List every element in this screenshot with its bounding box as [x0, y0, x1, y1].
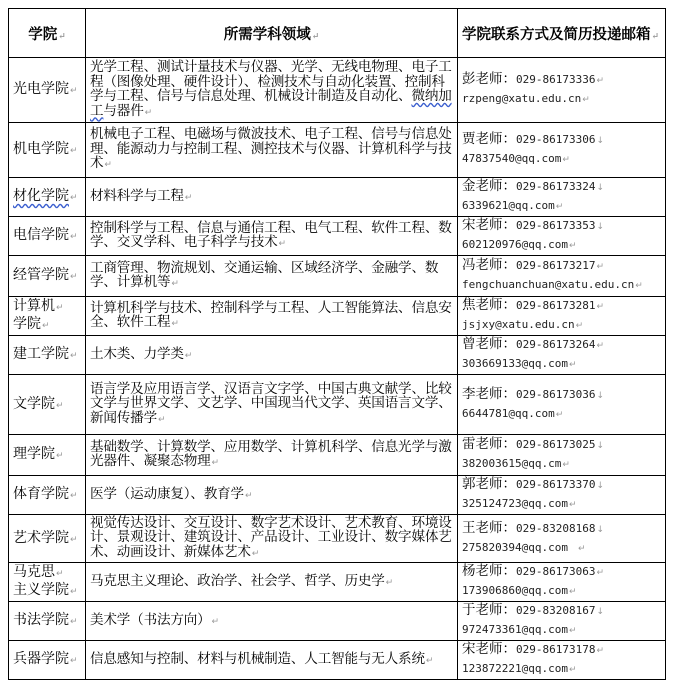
college-name: 理学院↵ — [9, 435, 86, 476]
college-name: 机电学院↵ — [9, 123, 86, 178]
table-row — [9, 297, 666, 336]
required-fields: 材料科学与工程↵ — [86, 178, 458, 217]
email-address: 47837540@qq.com — [462, 152, 562, 165]
email-address: 275820394@qq.com — [462, 540, 568, 554]
table-row — [9, 602, 666, 641]
required-fields: 基础数学、计算数学、应用数学、计算机科学、信息光学与激光器件、凝聚态物理↵ — [86, 435, 458, 476]
email-address: 602120976@qq.com — [462, 238, 568, 251]
college-name: 光电学院↵ — [9, 58, 86, 123]
phone-number: 029-86173306 — [516, 133, 596, 146]
contact-info: 焦老师：029-86173281↵ jsjxy@xatu.edu.cn↵ — [458, 297, 666, 336]
contact-info: 宋老师：029-86173178↵ 123872221@qq.com↵ — [458, 641, 666, 680]
contact-info: 贾老师：029-86173306↓ 47837540@qq.com↵ — [458, 123, 666, 178]
contact-info: 李老师：029-86173036↓ 6644781@qq.com↵ — [458, 375, 666, 435]
phone-number: 029-86173025 — [516, 438, 596, 451]
email-address: 173906860@qq.com — [462, 584, 568, 597]
table-row — [9, 256, 666, 297]
table-row — [9, 375, 666, 435]
phone-number: 029-86173036 — [516, 387, 596, 401]
recruitment-table — [8, 8, 666, 680]
email-address: 303669133@qq.com — [462, 357, 568, 370]
required-fields: 医学（运动康复）、教育学↵ — [86, 476, 458, 515]
required-fields: 光学工程、测试计量技术与仪器、光学、无线电物理、电子工程（图像处理、硬件设计）、检测技术与自动化装置、控制科学与工程、信号与信息处理、机械设计制造及自动化、微纳加工与器件↵ — [86, 58, 458, 123]
required-fields: 马克思主义理论、政治学、社会学、哲学、历史学↵ — [86, 563, 458, 602]
email-address: 382003615@qq.cm — [462, 457, 562, 470]
phone-number: 029-86173281 — [516, 299, 596, 312]
college-name: 建工学院↵ — [9, 336, 86, 375]
table-row — [9, 336, 666, 375]
email-address: jsjxy@xatu.edu.cn — [462, 318, 575, 331]
phone-number: 029-86173353 — [516, 219, 596, 232]
table-row — [9, 123, 666, 178]
table-row — [9, 178, 666, 217]
college-name: 文学院↵ — [9, 375, 86, 435]
table-row — [9, 58, 666, 123]
college-name: 书法学院↵ — [9, 602, 86, 641]
header-row — [9, 9, 666, 58]
header-college: 学院↵ — [9, 9, 86, 58]
required-fields: 语言学及应用语言学、汉语言文字学、中国古典文献学、比较文学与世界文学、文艺学、中国现当代文学、英国语言文学、新闻传播学↵ — [86, 375, 458, 435]
contact-info: 郭老师：029-86173370↓ 325124723@qq.com↵ — [458, 476, 666, 515]
email-address: fengchuanchuan@xatu.edu.cn — [462, 278, 635, 291]
contact-info: 彭老师：029-86173336↵ rzpeng@xatu.edu.cn↵ — [458, 58, 666, 123]
header-fields: 所需学科领域↵ — [86, 9, 458, 58]
college-name: 经管学院↵ — [9, 256, 86, 297]
phone-number: 029-86173217 — [516, 259, 596, 272]
required-fields: 工商管理、物流规划、交通运输、区域经济学、金融学、数学、计算机等↵ — [86, 256, 458, 297]
phone-number: 029-86173063 — [516, 565, 596, 578]
table-row — [9, 476, 666, 515]
phone-number: 029-86173370 — [516, 478, 596, 491]
header-contact: 学院联系方式及简历投递邮箱↵ — [458, 9, 666, 58]
required-fields: 控制科学与工程、信息与通信工程、电气工程、软件工程、数学、交叉学科、电子科学与技术↵ — [86, 217, 458, 256]
table-row — [9, 217, 666, 256]
required-fields: 计算机科学与技术、控制科学与工程、人工智能算法、信息安全、软件工程↵ — [86, 297, 458, 336]
email-address: 123872221@qq.com — [462, 662, 568, 675]
email-address: 325124723@qq.com — [462, 497, 568, 510]
contact-info: 金老师：029-86173324↓ 6339621@qq.com↵ — [458, 178, 666, 217]
table-row — [9, 563, 666, 602]
required-fields: 美术学（书法方向）↵ — [86, 602, 458, 641]
contact-info: 雷老师：029-86173025↓ 382003615@qq.cm↵ — [458, 435, 666, 476]
contact-info: 杨老师：029-86173063↵ 173906860@qq.com↵ — [458, 563, 666, 602]
contact-info: 王老师：029-83208168↓ 275820394@qq.com ↵ — [458, 515, 666, 563]
email-address: rzpeng@xatu.edu.cn — [462, 92, 582, 105]
required-fields: 土木类、力学类↵ — [86, 336, 458, 375]
contact-info: 于老师：029-83208167↓ 972473361@qq.com↵ — [458, 602, 666, 641]
required-fields: 信息感知与控制、材料与机械制造、人工智能与无人系统↵ — [86, 641, 458, 680]
phone-number: 029-86173264 — [516, 338, 596, 351]
contact-info: 宋老师：029-86173353↓ 602120976@qq.com↵ — [458, 217, 666, 256]
contact-info: 冯老师：029-86173217↵ fengchuanchuan@xatu.edu.cn↵ — [458, 256, 666, 297]
table-row — [9, 435, 666, 476]
required-fields: 视觉传达设计、交互设计、数字艺术设计、艺术教育、环境设计、景观设计、建筑设计、产品设计、工业设计、数字媒体艺术、动画设计、新媒体艺术↵ — [86, 515, 458, 563]
contact-info: 曾老师：029-86173264↵ 303669133@qq.com↵ — [458, 336, 666, 375]
phone-number: 029-83208167 — [516, 604, 596, 617]
college-name: 兵器学院↵ — [9, 641, 86, 680]
phone-number: 029-86173324 — [516, 180, 596, 193]
email-address: 6644781@qq.com — [462, 406, 555, 420]
required-fields: 机械电子工程、电磁场与微波技术、电子工程、信号与信息处理、能源动力与控制工程、测控技术与仪器、计算机科学与技术↵ — [86, 123, 458, 178]
phone-number: 029-86173178 — [516, 643, 596, 656]
college-name: 马克思↵ 主义学院↵ — [9, 563, 86, 602]
college-name: 电信学院↵ — [9, 217, 86, 256]
college-name: 体育学院↵ — [9, 476, 86, 515]
email-address: 6339621@qq.com — [462, 199, 555, 212]
email-address: 972473361@qq.com — [462, 623, 568, 636]
table-row — [9, 515, 666, 563]
phone-number: 029-83208168 — [516, 521, 596, 535]
college-name: 计算机↵ 学院↵ — [9, 297, 86, 336]
table-row — [9, 641, 666, 680]
college-name: 艺术学院↵ — [9, 515, 86, 563]
spellcheck-underline: 微纳加工 — [90, 88, 452, 119]
phone-number: 029-86173336 — [516, 73, 596, 86]
college-name: 材化学院↵ — [9, 178, 86, 217]
